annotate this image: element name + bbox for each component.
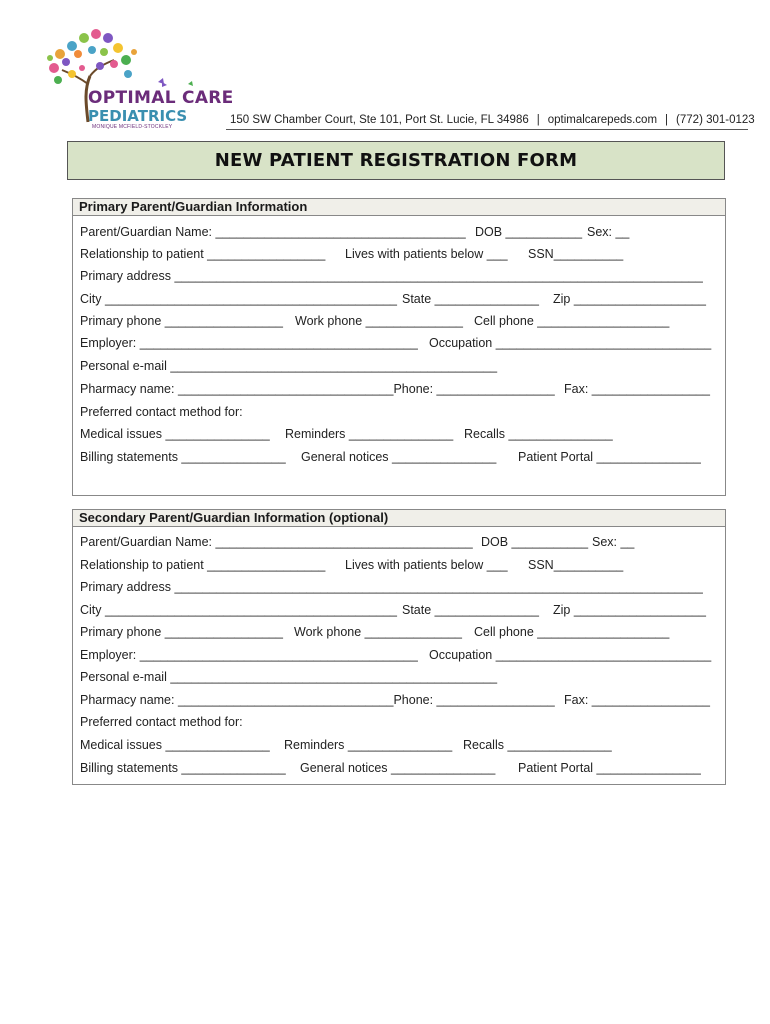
preferred-contact-label: Preferred contact method for: [80,405,243,419]
primary-phone-field[interactable]: Primary phone _________________ [80,314,283,328]
sex-field[interactable]: Sex: __ [587,225,630,239]
email-field[interactable]: Personal e-mail _______________________________________________ [80,670,498,684]
medical-issues-field[interactable]: Medical issues _______________ [80,738,270,752]
primary-address-field[interactable]: Primary address ____________________________________________________________________________ [80,580,703,594]
guardian-name-field[interactable]: Parent/Guardian Name: ____________________________________ [80,225,466,239]
practice-address: 150 SW Chamber Court, Ste 101, Port St. Lucie, FL 34986 [230,114,529,126]
dob-field[interactable]: DOB ___________ [481,535,589,549]
reminders-field[interactable]: Reminders _______________ [285,427,454,441]
fax-field[interactable]: Fax: _________________ [564,693,710,707]
city-field[interactable]: City __________________________________________ [80,603,397,617]
billing-statements-field[interactable]: Billing statements _______________ [80,450,286,464]
zip-field[interactable]: Zip ___________________ [553,603,706,617]
section-heading: Secondary Parent/Guardian Information (optional) [73,510,725,527]
sex-field[interactable]: Sex: __ [592,535,635,549]
relationship-field[interactable]: Relationship to patient _________________ [80,558,326,572]
cell-phone-field[interactable]: Cell phone ___________________ [474,314,670,328]
billing-statements-field[interactable]: Billing statements _______________ [80,761,286,775]
primary-guardian-section [72,198,726,496]
ssn-field[interactable]: SSN__________ [528,247,624,261]
recalls-field[interactable]: Recalls _______________ [463,738,612,752]
separator: | [665,114,669,126]
primary-address-field[interactable]: Primary address ____________________________________________________________________________ [80,269,703,283]
fax-field[interactable]: Fax: _________________ [564,382,710,396]
work-phone-field[interactable]: Work phone ______________ [295,314,463,328]
contact-line [230,114,755,126]
occupation-field[interactable]: Occupation _______________________________ [429,336,712,350]
general-notices-field[interactable]: General notices _______________ [301,450,497,464]
ssn-field[interactable]: SSN__________ [528,558,624,572]
practice-website[interactable]: optimalcarepeds.com [547,114,658,126]
practice-phone: (772) 301-0123 [676,114,755,126]
employer-field[interactable]: Employer: ________________________________________ [80,648,418,662]
separator: | [536,114,540,126]
secondary-guardian-section [72,509,726,785]
patient-portal-field[interactable]: Patient Portal _______________ [518,450,701,464]
medical-issues-field[interactable]: Medical issues _______________ [80,427,270,441]
state-field[interactable]: State _______________ [402,292,539,306]
section-heading: Primary Parent/Guardian Information [73,199,725,216]
pharmacy-field[interactable]: Pharmacy name: _______________________________Phone: _________________ [80,382,555,396]
state-field[interactable]: State _______________ [402,603,539,617]
form-title-box [67,141,725,180]
cell-phone-field[interactable]: Cell phone ___________________ [474,625,670,639]
reminders-field[interactable]: Reminders _______________ [284,738,453,752]
city-field[interactable]: City __________________________________________ [80,292,397,306]
email-field[interactable]: Personal e-mail _______________________________________________ [80,359,498,373]
guardian-name-field[interactable]: Parent/Guardian Name: _____________________________________ [80,535,473,549]
brand-tagline: MONIQUE MCFIELD-STOCKLEY [92,124,173,130]
zip-field[interactable]: Zip ___________________ [553,292,706,306]
occupation-field[interactable]: Occupation _______________________________ [429,648,712,662]
brand-name: OPTIMAL CARE [88,88,234,108]
employer-field[interactable]: Employer: ________________________________________ [80,336,418,350]
form-title: NEW PATIENT REGISTRATION FORM [214,150,578,171]
header-divider [226,129,748,130]
lives-with-field[interactable]: Lives with patients below ___ [345,558,508,572]
work-phone-field[interactable]: Work phone ______________ [294,625,462,639]
pharmacy-field[interactable]: Pharmacy name: _______________________________Phone: _________________ [80,693,555,707]
relationship-field[interactable]: Relationship to patient _________________ [80,247,326,261]
lives-with-field[interactable]: Lives with patients below ___ [345,247,508,261]
preferred-contact-label: Preferred contact method for: [80,715,243,729]
primary-phone-field[interactable]: Primary phone _________________ [80,625,283,639]
recalls-field[interactable]: Recalls _______________ [464,427,613,441]
brand-subtitle: PEDIATRICS [88,107,188,125]
patient-portal-field[interactable]: Patient Portal _______________ [518,761,701,775]
dob-field[interactable]: DOB ___________ [475,225,583,239]
general-notices-field[interactable]: General notices _______________ [300,761,496,775]
